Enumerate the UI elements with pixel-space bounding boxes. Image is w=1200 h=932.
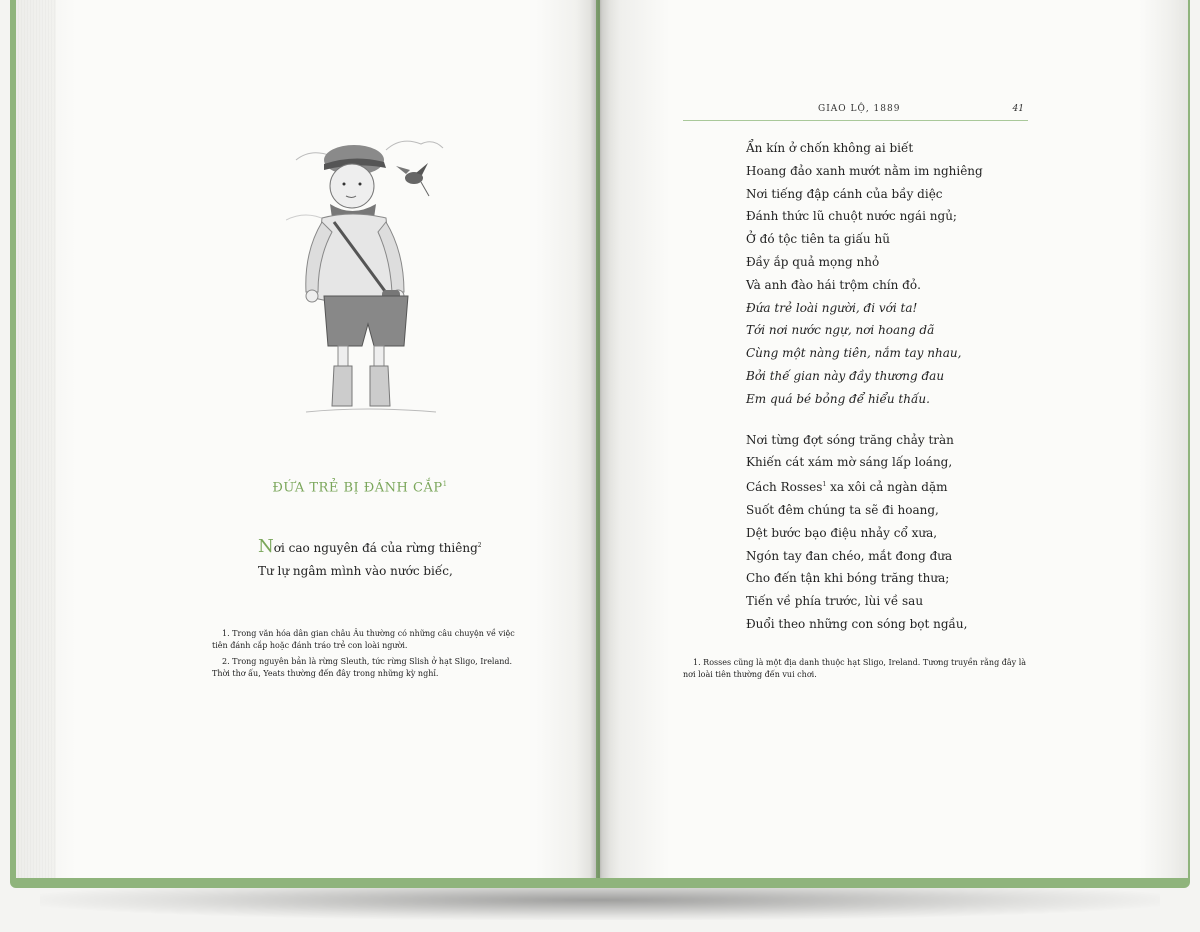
poem-line: Đánh thức lũ chuột nước ngái ngủ; [746, 209, 957, 224]
bird-icon [396, 163, 429, 196]
refrain-line: Tới nơi nước ngự, nơi hoang dã [746, 323, 935, 338]
footnote: 1. Trong văn hóa dân gian châu Âu thường có những câu chuyện về việc tiên đánh cắp hoặc đánh tráo trẻ con loài người. [212, 629, 515, 650]
poem-line: Nơi cao nguyên đá của rừng thiêng$^2$ [258, 536, 482, 557]
refrain-line: Bởi thế gian này đầy thương đau [746, 368, 945, 383]
poem-line: Và anh đào hái trộm chín đỏ. [746, 277, 921, 292]
poem-line: Đầy ắp quả mọng nhỏ [746, 254, 880, 269]
poem-line: Tư lự ngâm mình vào nước biếc, [258, 564, 453, 578]
footnote-ref: 1 [442, 480, 448, 488]
refrain-line: Đứa trẻ loài người, đi với ta! [746, 300, 918, 315]
poem-line: Ở đó tộc tiên ta giấu hũ [746, 232, 890, 247]
poem-line: Hoang đảo xanh mướt nằm im nghiêng [746, 163, 983, 178]
footnotes-left [212, 628, 532, 684]
footnote-ref: 2 [477, 542, 482, 549]
poem-line: Đuổi theo những con sóng bọt ngầu, [746, 616, 968, 631]
poem-line: Nơi tiếng đập cánh của bầy diệc [746, 186, 943, 201]
book-spine [590, 0, 610, 878]
poem-opening [258, 534, 482, 583]
poem-line: Ngón tay đan chéo, mắt đong đưa [746, 548, 953, 563]
poem-line: Suốt đêm chúng ta sẽ đi hoang, [746, 502, 939, 517]
poem-line: Dệt bước bạo điệu nhảy cổ xưa, [746, 525, 938, 540]
poem-line: Cho đến tận khi bóng trăng thưa; [746, 571, 950, 586]
footnote: 2. Trong nguyên bản là rừng Sleuth, tức rừng Slish ở hạt Sligo, Ireland. Thời thơ ấu, Yeats thường đến đây trong những kỳ nghỉ. [212, 657, 513, 678]
header-title: GIAO LỘ, 1889 [818, 104, 901, 114]
poem-line: Khiến cát xám mờ sáng lấp loáng, [746, 455, 953, 470]
poem-line: Cách Rosses$^1$ xa xôi cả ngàn dặm [746, 480, 948, 495]
running-header [683, 104, 1028, 121]
footnotes-right [683, 657, 1028, 685]
footnote-ref: 1 [822, 481, 827, 489]
refrain-line: Cùng một nàng tiên, nắm tay nhau, [746, 346, 962, 361]
stanza-break [746, 411, 983, 429]
boy-with-bird-illustration [286, 130, 456, 430]
poem-body [746, 137, 983, 636]
poem-line: Nơi từng đợt sóng trăng chảy tràn [746, 432, 954, 447]
page-edges [16, 0, 56, 878]
poem-line: Ẩn kín ở chốn không ai biết [746, 141, 914, 155]
footnote: 1. Rosses cũng là một địa danh thuộc hạt Sligo, Ireland. Tương truyền rằng đây là nơi loài tiên thường đến vui chơi. [683, 658, 1027, 679]
drop-cap: N [258, 536, 274, 557]
page-number: 41 [1012, 104, 1024, 114]
poem-title: ĐỨA TRẺ BỊ ĐÁNH CẮP$^1$ [272, 480, 448, 496]
refrain-line: Em quá bé bỏng để hiểu thấu. [746, 391, 930, 406]
poem-line: Tiến về phía trước, lùi về sau [746, 594, 924, 609]
